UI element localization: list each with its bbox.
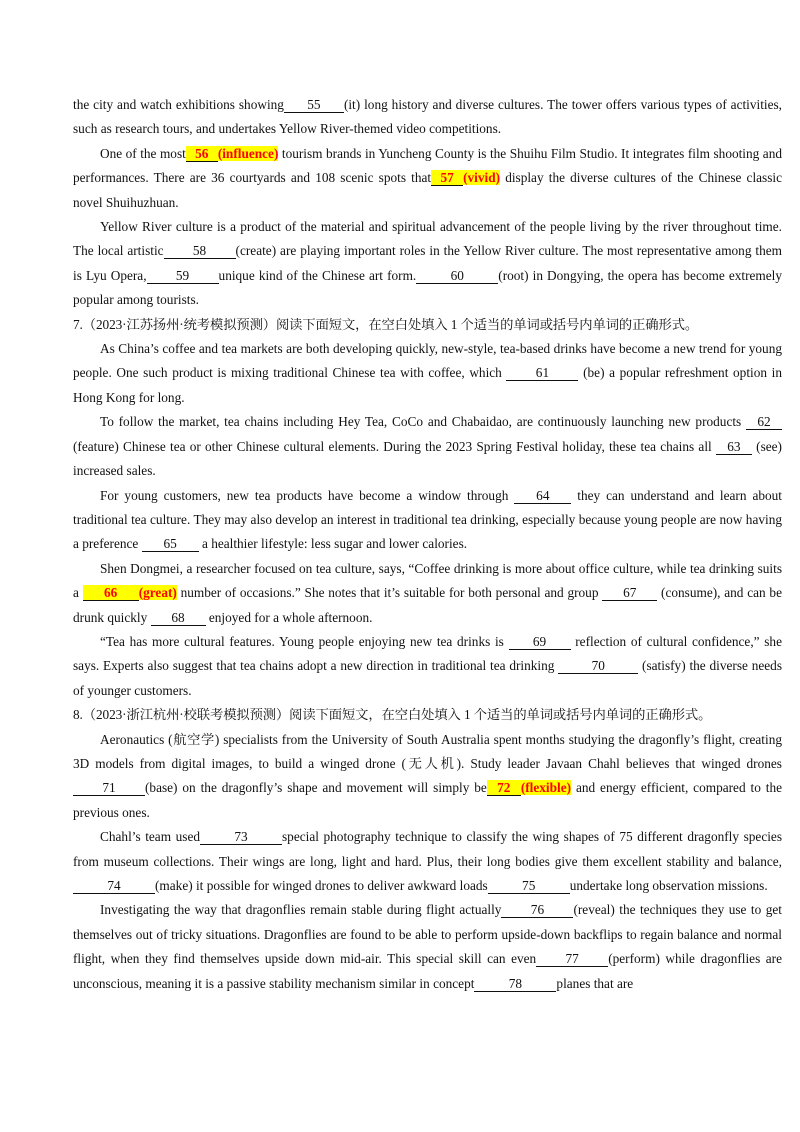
- answer-blank-58[interactable]: 58: [164, 243, 236, 259]
- passage-paragraph: [73, 142, 782, 215]
- highlighted-hint: (influence): [217, 145, 279, 161]
- answer-blank-67[interactable]: 67: [602, 585, 657, 601]
- text-run: Investigating the way that dragonflies remain stable during flight actually: [100, 902, 502, 918]
- text-run: 7.（2023·江苏扬州·统考模拟预测）阅读下面短文，在空白处填入 1 个适当的单词或括号内单词的正确形式。: [73, 316, 699, 332]
- text-run: and energy efficient, compared to the previous ones.: [73, 780, 783, 820]
- text-run: undertake long observation missions.: [569, 878, 768, 893]
- text-run: For young customers, new tea products have become a window through: [100, 487, 515, 503]
- text-run: they can understand and learn about traditional tea culture. They may also develop an interest in traditional tea drinking, especially because young people are now having a preference: [73, 487, 782, 552]
- text-run: (make) it possible for winged drones to deliver awkward loads: [155, 878, 488, 893]
- text-run: (create) are playing important roles in the Yellow River culture. The most representative among them is Lyu Opera,: [73, 243, 782, 283]
- text-run: reflection of cultural confidence,” she says. Experts also suggest that tea chains adopt a new direction in traditional tea drinking: [73, 633, 782, 674]
- answer-blank-61[interactable]: 61: [506, 365, 578, 381]
- text-run: (satisfy) the diverse needs of younger customers.: [73, 658, 782, 698]
- text-run: (see) increased sales.: [73, 438, 782, 479]
- text-run: (consume), and can be drunk quickly: [73, 585, 782, 625]
- answer-blank-68[interactable]: 68: [151, 610, 206, 626]
- passage-paragraph: [73, 215, 782, 313]
- text-run: One of the most: [100, 145, 186, 161]
- answer-blank-70[interactable]: 70: [558, 658, 638, 674]
- passage-paragraph: [73, 410, 782, 483]
- text-run: unique kind of the Chinese art form.: [218, 267, 417, 283]
- text-run: To follow the market, tea chains including Hey Tea, CoCo and Chabaidao, are continuously launching new products: [100, 414, 746, 430]
- text-run: number of occasions.” She notes that it’s suitable for both personal and group: [176, 585, 603, 601]
- answer-blank-77[interactable]: 77: [536, 951, 608, 967]
- text-run: Yellow River culture is a product of the material and spiritual advancement of the people living by the river throughout time. The local artistic: [73, 219, 782, 259]
- text-run: the city and watch exhibitions showing: [73, 97, 284, 112]
- answer-blank-56[interactable]: 56: [186, 146, 218, 162]
- answer-blank-64[interactable]: 64: [514, 488, 571, 504]
- text-run: planes that are: [556, 975, 634, 991]
- answer-blank-78[interactable]: 78: [474, 976, 556, 992]
- text-run: 8.（2023·浙江杭州·校联考模拟预测）阅读下面短文，在空白处填入 1 个适当的单词或括号内单词的正确形式。: [73, 707, 712, 723]
- text-run: (root) in Dongying, the opera has become extremely popular among tourists.: [73, 267, 783, 308]
- answer-blank-63[interactable]: 63: [716, 439, 752, 455]
- answer-blank-62[interactable]: 62: [746, 414, 782, 430]
- text-run: enjoyed for a whole afternoon.: [205, 609, 373, 625]
- answer-blank-74[interactable]: 74: [73, 878, 155, 894]
- answer-blank-55[interactable]: 55: [284, 97, 344, 113]
- text-run: “Tea has more cultural features. Young people enjoying new tea drinks is: [100, 633, 509, 649]
- text-run: Chahl’s team used: [100, 829, 200, 845]
- question-heading: [73, 703, 782, 727]
- highlighted-hint: (vivid): [463, 170, 501, 186]
- passage-paragraph: [73, 93, 782, 142]
- passage-paragraph: [73, 898, 782, 996]
- text-run: special photography technique to classify the wing shapes of 75 different dragonfly species from museum collections. Their wings are long, light and hard. Plus, their long bodies give them excellent stability and balance,: [73, 829, 782, 869]
- answer-blank-59[interactable]: 59: [147, 268, 219, 284]
- answer-blank-60[interactable]: 60: [416, 268, 498, 284]
- text-run: (reveal) the techniques they use to get themselves out of tricky situations. Dragonflies are found to be able to perform upside-down backflips to regain balance and normal flight, when they find themselves upside down mid-air. This special skill can even: [73, 902, 782, 967]
- text-run: As China’s coffee and tea markets are both developing quickly, new-style, tea-based drinks have become a new trend for young people. One such product is mixing traditional Chinese tea with coffee, which: [73, 341, 782, 381]
- text-run: (be) a popular refreshment option in Hong Kong for long.: [73, 365, 782, 405]
- passage-paragraph: [73, 728, 782, 826]
- text-run: tourism brands in Yuncheng County is the Shuihu Film Studio. It integrates film shooting and performances. There are 36 courtyards and 108 scenic spots that: [73, 145, 782, 186]
- text-run: (feature) Chinese tea or other Chinese cultural elements. During the 2023 Spring Festival holiday, these tea chains all: [73, 438, 716, 454]
- answer-blank-73[interactable]: 73: [200, 829, 282, 845]
- answer-blank-57[interactable]: 57: [431, 170, 463, 186]
- answer-blank-69[interactable]: 69: [509, 634, 571, 650]
- highlighted-hint: (flexible): [520, 780, 572, 796]
- question-heading: [73, 313, 782, 337]
- text-run: (it) long history and diverse cultures. The tower offers various types of activities, such as research tours, and undertakes Yellow River-themed video competitions.: [73, 97, 782, 137]
- passage-paragraph: [73, 557, 782, 630]
- text-run: (perform) while dragonflies are unconscious, meaning it is a passive stability mechanism similar in concept: [73, 951, 782, 991]
- text-run: Shen Dongmei, a researcher focused on tea culture, says, “Coffee drinking is more about office culture, while tea drinking suits a: [73, 560, 782, 601]
- passage-paragraph: [73, 484, 782, 557]
- text-run: (base) on the dragonfly’s shape and movement will simply be: [145, 780, 487, 796]
- answer-blank-72[interactable]: 72: [487, 780, 521, 796]
- answer-blank-66[interactable]: 66: [83, 585, 139, 601]
- answer-blank-65[interactable]: 65: [142, 536, 199, 552]
- answer-blank-76[interactable]: 76: [501, 902, 573, 918]
- text-run: display the diverse cultures of the Chinese classic novel Shuihuzhuan.: [73, 170, 783, 210]
- passage-paragraph: [73, 337, 782, 410]
- text-run: a healthier lifestyle: less sugar and lower calories.: [198, 536, 468, 552]
- document-page: [73, 93, 782, 996]
- answer-blank-71[interactable]: 71: [73, 780, 145, 796]
- highlighted-hint: (great): [138, 585, 177, 601]
- passage-paragraph: [73, 630, 782, 703]
- answer-blank-75[interactable]: 75: [488, 878, 570, 894]
- text-run: Aeronautics (航空学) specialists from the University of South Australia spent months studying the dragonfly’s flight, creating 3D models from digital images, to build a winged drone (无人机). Study leader Javaan Chahl believes that winged drones: [73, 731, 782, 771]
- passage-paragraph: [73, 825, 782, 898]
